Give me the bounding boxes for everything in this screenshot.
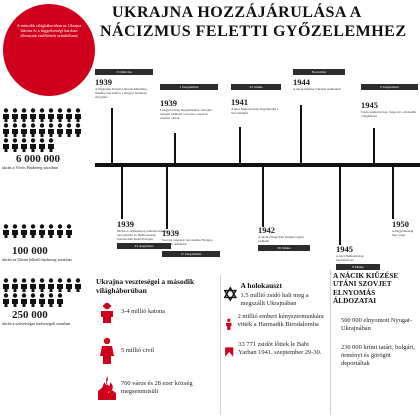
person-icon (29, 278, 37, 292)
holocaust-item-babi-yar: 33 771 zsidót lőttek le Babi Yarban 1941. szeptember 29-30. (238, 341, 322, 357)
event-year: 1945 (361, 100, 378, 110)
event-year: 1941 (231, 97, 248, 107)
event-date: November (293, 69, 345, 75)
section-divider (330, 270, 331, 415)
person-icon (38, 224, 46, 238)
timeline-event-bottom-3 (258, 225, 310, 251)
deportation-heading: A NÁCIK KIŰZÉSE UTÁNI SZOVJET ELNYOMÁS ÁLDOZATAI (333, 271, 399, 305)
person-icon (29, 108, 37, 122)
stat-label-upa: ukrán az Ukrán felkelő hadsereg soraiban (2, 257, 72, 262)
worker-icon (224, 313, 234, 335)
event-text: Szovjet csapatok bevonulása Nyugat-Ukrajna területére (162, 238, 213, 246)
timeline-connector (239, 127, 241, 163)
losses-section (96, 277, 218, 401)
event-date: 17 Szeptember (162, 251, 220, 257)
stat-block-allies (2, 278, 88, 326)
star-of-david-icon (224, 284, 237, 304)
event-text: Molotov–Ribbentrop paktum aláírása. Szovjetunió és Németország felosztották Kelet-Európát (117, 229, 169, 241)
person-icon (47, 108, 55, 122)
event-text: A függetlenségi harc vége (392, 229, 414, 237)
person-icon (11, 123, 19, 137)
soldier-icon (96, 301, 118, 323)
person-icon (38, 108, 46, 122)
person-icon (56, 293, 64, 307)
timeline-connector (166, 167, 168, 229)
person-icon (11, 293, 19, 307)
timeline-connector (392, 167, 394, 219)
person-icon (47, 138, 55, 152)
intro-text: A második világháborúban ez Ukrajna lakóira és a függetlenségi harcban elhunytak emlékének szimbóluma (16, 23, 82, 38)
person-icon (20, 224, 28, 238)
event-year: 1945 (336, 244, 353, 254)
holocaust-heading: A holokauszt (240, 281, 283, 290)
timeline-connector (121, 167, 123, 219)
person-icon (11, 138, 19, 152)
person-icon (11, 108, 19, 122)
person-icon (11, 278, 19, 292)
intro-badge (3, 4, 95, 96)
timeline-event-top-4 (293, 69, 345, 91)
person-icon (56, 278, 64, 292)
person-icon (38, 123, 46, 137)
event-year: 1939 (160, 98, 177, 108)
deportation-item-repressed: 500 000 elnyomott Nyugat-Ukrajnában (341, 317, 412, 332)
person-icon (65, 123, 73, 137)
event-date: 8 Május (336, 264, 380, 270)
event-text: A független Kárpát-Ukrajna kikiáltása. Néhány nap múlva a magyar hadsereg elfoglalta (95, 87, 148, 99)
person-icon (20, 278, 28, 292)
person-icon (29, 224, 37, 238)
person-icon (65, 278, 73, 292)
event-year: 1950 (392, 219, 409, 229)
person-icon (20, 138, 28, 152)
event-text: A náci Németország megtámadja a Szovjetuniót (231, 107, 279, 115)
person-icon (74, 108, 82, 122)
deportation-section (333, 272, 420, 367)
person-icon (29, 138, 37, 152)
event-date: 30 Június (258, 245, 310, 251)
stat-block-upa (2, 245, 88, 262)
civilian-icon (96, 337, 118, 365)
timeline-connector (373, 128, 375, 163)
stat-value-allies: 250 000 (12, 309, 48, 321)
timeline-axis (95, 163, 420, 167)
event-year: 1939 (162, 228, 179, 238)
holocaust-section (224, 282, 328, 363)
person-icon (29, 293, 37, 307)
stat-value-red-army: 6 000 000 (16, 153, 60, 165)
deportation-item-deported: 230 000 krími tatárt, bolgárt, örményt és görögöt deportáltak (341, 344, 415, 367)
holocaust-item-jews: 1.5 millió zsidó halt meg a megszállt Ukrajnában (240, 292, 309, 307)
person-icon (38, 293, 46, 307)
person-icon (2, 224, 10, 238)
page-title-line1: UKRAJNA HOZZÁJÁRULÁSA A (112, 4, 362, 21)
losses-heading: Ukrajna veszteségei a második világháborúban (96, 277, 195, 295)
person-icon (2, 108, 10, 122)
timeline-event-top-1 (95, 69, 153, 99)
timeline-event-top-5 (361, 84, 418, 118)
person-icon (56, 108, 64, 122)
timeline-connector (262, 167, 264, 227)
person-icon (56, 224, 64, 238)
stat-block-red-army (2, 108, 88, 170)
person-icon (65, 224, 73, 238)
person-icon (74, 123, 82, 137)
person-icon (2, 123, 10, 137)
person-icon (38, 138, 46, 152)
holocaust-item-forced-labor: 2 millió embert kényszermunkára vitték a Harmadik Birodalomba (237, 313, 324, 329)
timeline-event-bottom-4 (336, 244, 380, 270)
person-icon (56, 123, 64, 137)
person-icon (47, 123, 55, 137)
losses-item-towns: 700 város és 28 ezer község megsemmisült (121, 380, 193, 395)
event-text: A náci Németország kapitulációja (336, 254, 364, 262)
person-icon (20, 108, 28, 122)
person-icon (2, 138, 10, 152)
event-date: 15 Március (95, 69, 153, 75)
timeline-event-bottom-2 (162, 228, 220, 257)
ravine-icon (224, 341, 234, 363)
event-text: Lengyelország megtámadása. Ukrajna nyugati területei a szovjet csapatok részévé váltak (160, 108, 212, 120)
stat-label-allies: ukrán a szövetséges hadseregek soraiban (2, 321, 71, 326)
person-icon (11, 224, 19, 238)
person-icon (74, 278, 82, 292)
event-text: A nácik elfoglalták Ukrajna egész területét (258, 235, 304, 243)
person-icon (20, 293, 28, 307)
page-title-line2: NÁCIZMUS FELETTI GYŐZELEMHEZ (100, 23, 407, 40)
burning-village-icon (96, 375, 118, 401)
losses-item-civilians: 5 millió civil (121, 347, 155, 355)
event-date: 23 Augusztus (117, 243, 171, 249)
event-text: Japán kapitulációja. Véget ért a második világháború (361, 110, 416, 118)
timeline-connector (111, 108, 113, 163)
person-icon (20, 123, 28, 137)
losses-item-soldiers: 3-4 millió katona (121, 308, 166, 316)
figure-group-red-army (2, 108, 88, 152)
stat-label-red-army: ukrán a Vörös Hadsereg soraiban (2, 165, 58, 170)
timeline-connector (174, 133, 176, 163)
figure-group-allies (2, 278, 88, 307)
person-icon (2, 278, 10, 292)
stat-value-upa: 100 000 (12, 245, 48, 257)
timeline-event-top-2 (160, 84, 218, 120)
section-divider (220, 275, 221, 415)
event-text: A nácik kiűzése Ukrajna területéről (293, 87, 342, 91)
event-year: 1942 (258, 225, 275, 235)
timeline-event-top-3 (231, 84, 281, 115)
timeline-connector (339, 167, 341, 245)
event-date: 22 Június (231, 84, 281, 90)
event-date: 2 Szeptember (361, 84, 418, 90)
person-icon (2, 293, 10, 307)
event-year: 1944 (293, 77, 310, 87)
event-date: 1 Szeptember (160, 84, 218, 90)
timeline-connector (300, 105, 302, 163)
person-icon (65, 108, 73, 122)
person-icon (47, 278, 55, 292)
person-icon (47, 293, 55, 307)
event-year: 1939 (95, 77, 112, 87)
person-icon (38, 278, 46, 292)
timeline-event-bottom-5 (392, 219, 420, 237)
event-year: 1939 (117, 219, 134, 229)
person-icon (29, 123, 37, 137)
person-icon (47, 224, 55, 238)
